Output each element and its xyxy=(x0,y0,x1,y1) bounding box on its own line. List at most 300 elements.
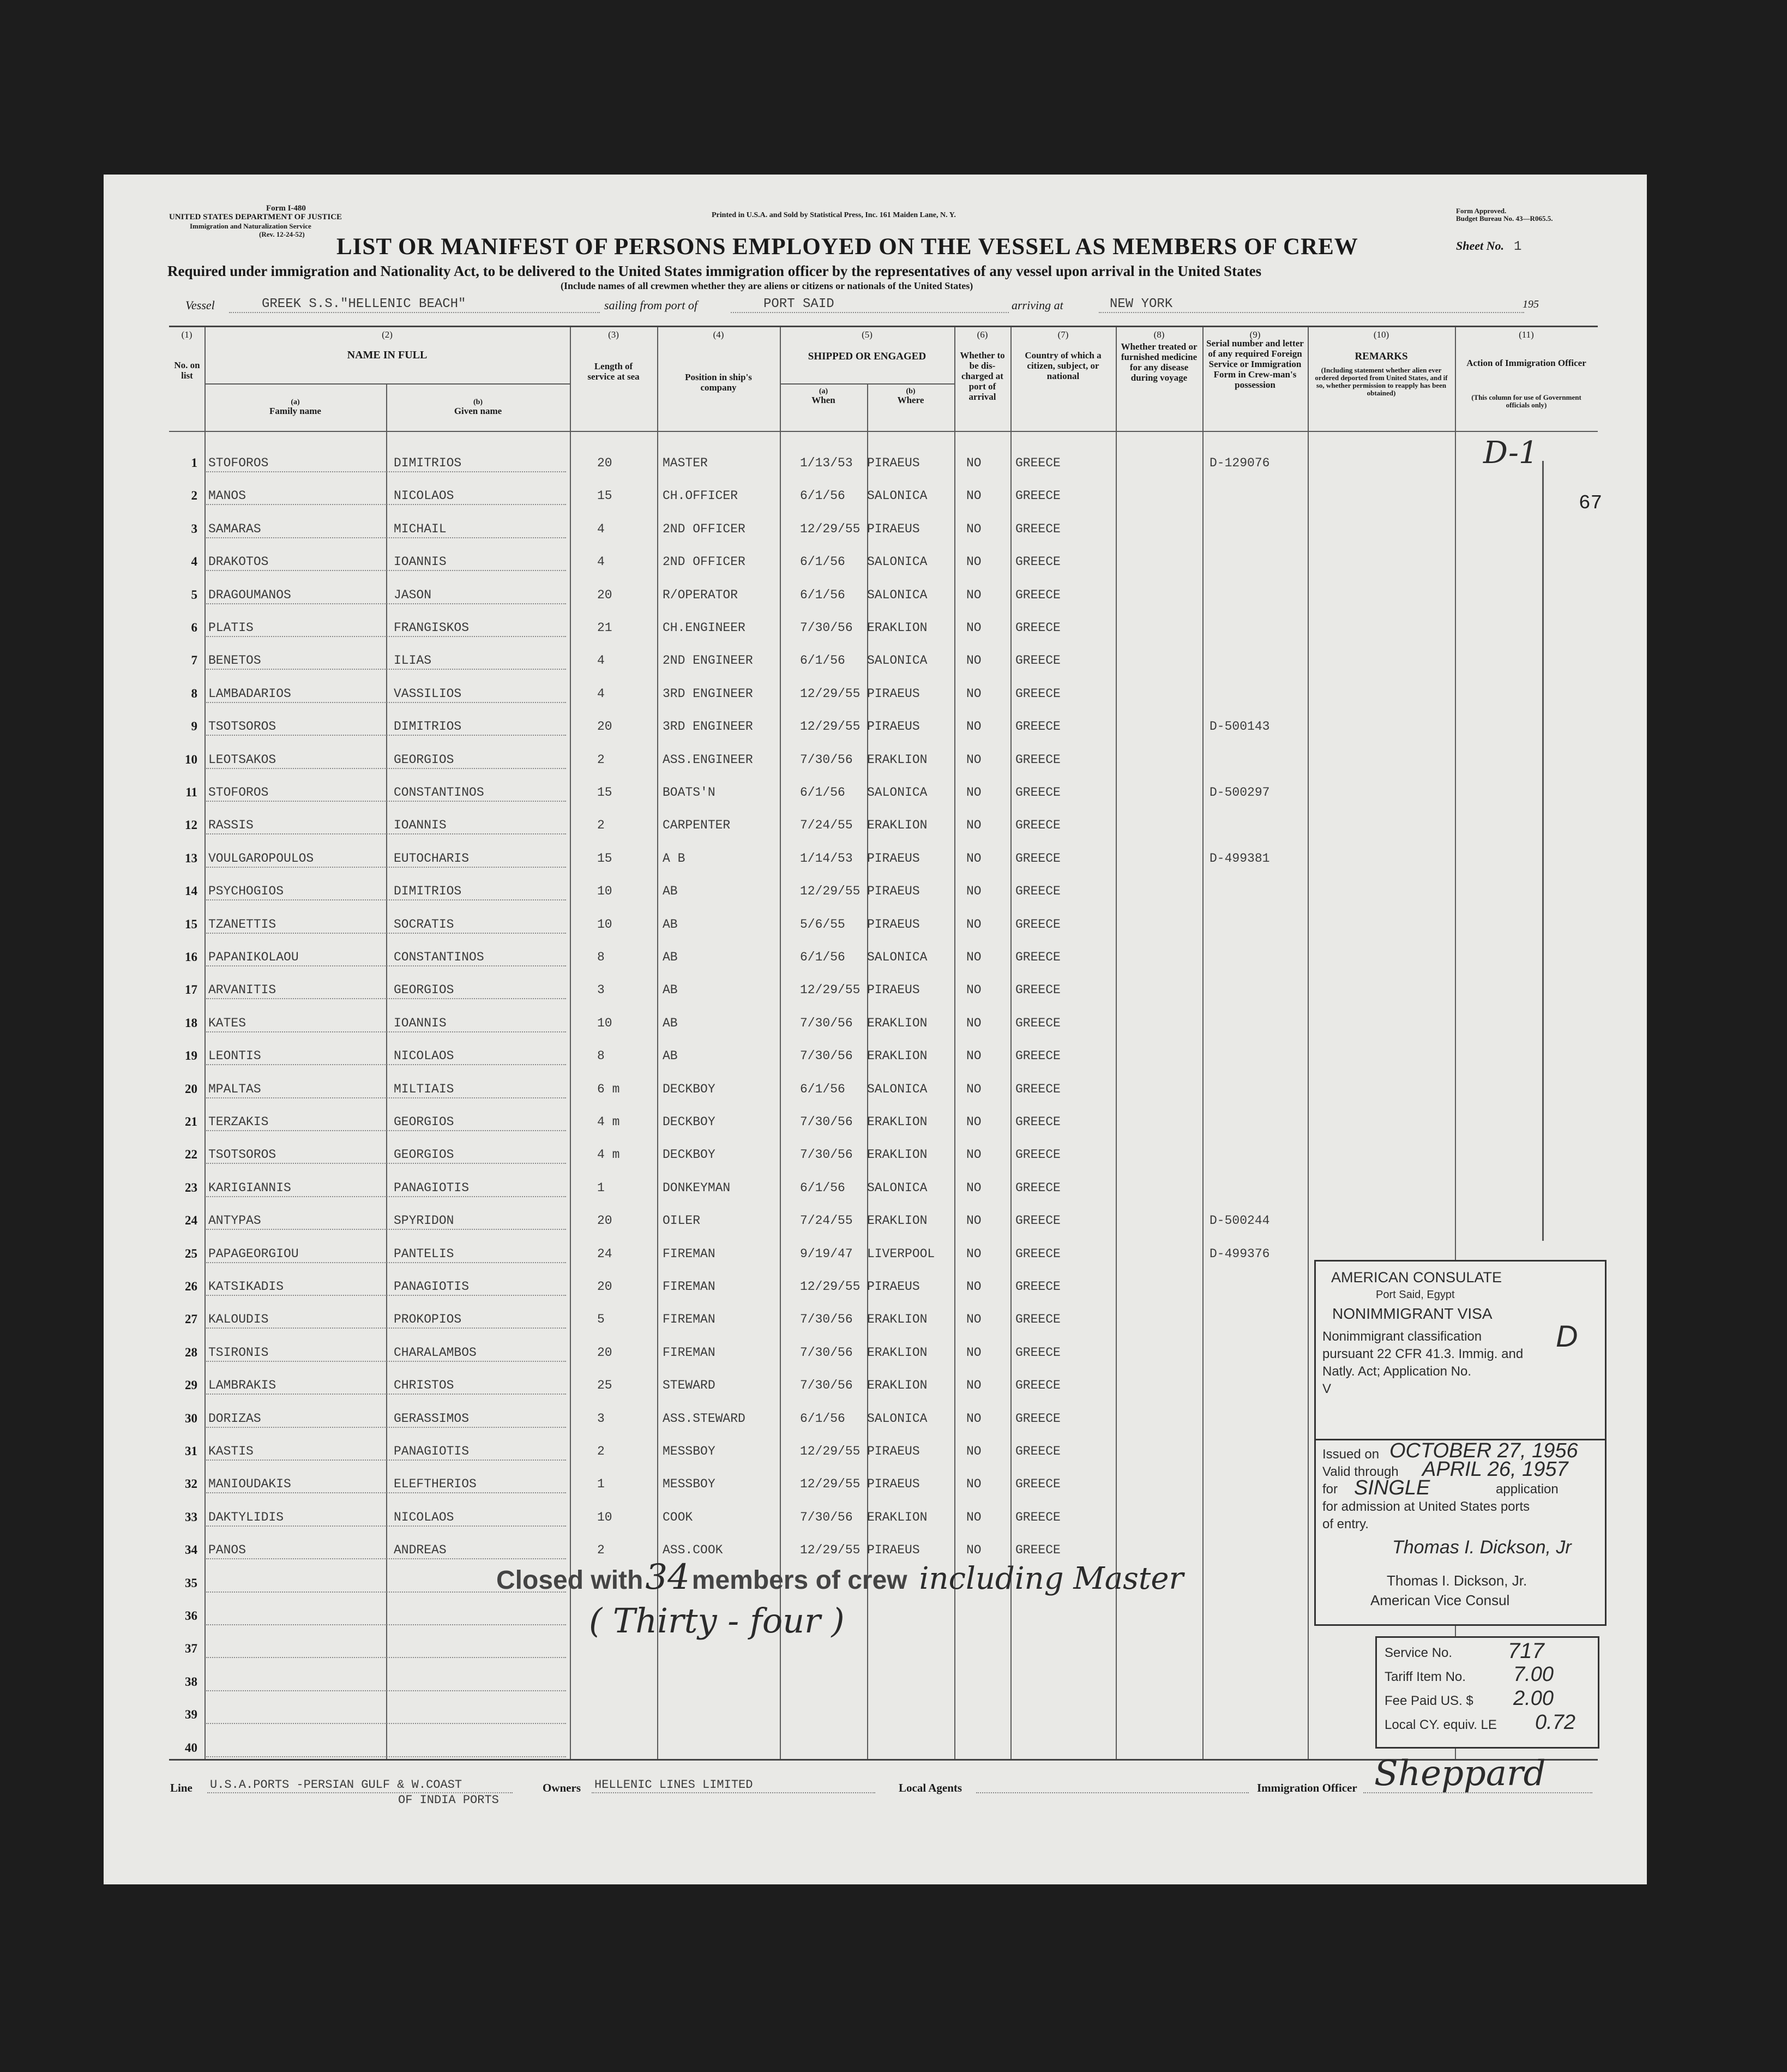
row-dots xyxy=(206,1624,566,1625)
where-cell: LIVERPOOL xyxy=(867,1247,935,1261)
head-name-in-full: NAME IN FULL xyxy=(347,349,428,361)
row-number: 1 xyxy=(191,456,197,470)
when-cell: 12/29/55 xyxy=(800,719,861,734)
head-where-b: (b) xyxy=(906,387,916,395)
given-name-cell: NICOLAOS xyxy=(394,1510,454,1524)
given-name-cell: JASON xyxy=(394,588,432,602)
row-dots xyxy=(206,1492,566,1493)
family-name-cell: LEOTSAKOS xyxy=(208,753,276,767)
row-dots xyxy=(206,1328,566,1329)
given-name-cell: NICOLAOS xyxy=(394,1049,454,1063)
where-cell: ERAKLION xyxy=(867,1148,928,1162)
where-cell: SALONICA xyxy=(867,1412,928,1426)
family-name-cell: KASTIS xyxy=(208,1444,254,1458)
length-cell: 15 xyxy=(597,785,612,800)
position-cell: COOK xyxy=(663,1510,693,1524)
when-cell: 12/29/55 xyxy=(800,1543,861,1557)
family-name-cell: KATES xyxy=(208,1016,246,1030)
country-cell: GREECE xyxy=(1015,653,1061,668)
family-name-cell: MPALTAS xyxy=(208,1082,261,1096)
footer-line-label: Line xyxy=(170,1781,192,1794)
country-cell: GREECE xyxy=(1015,753,1061,767)
row-dots xyxy=(206,603,566,604)
length-cell: 10 xyxy=(597,884,612,898)
row-dots xyxy=(206,965,566,966)
consulate-issued-label: Issued on xyxy=(1322,1447,1380,1462)
family-name-cell: TSIRONIS xyxy=(208,1346,269,1360)
family-name-cell: RASSIS xyxy=(208,818,254,832)
length-cell: 4 m xyxy=(597,1148,620,1162)
discharged-cell: NO xyxy=(966,1214,982,1228)
country-cell: GREECE xyxy=(1015,1016,1061,1030)
discharged-cell: NO xyxy=(966,1444,982,1458)
length-cell: 24 xyxy=(597,1247,612,1261)
country-cell: GREECE xyxy=(1015,1412,1061,1426)
sailing-label: sailing from port of xyxy=(604,298,697,312)
row-number: 25 xyxy=(185,1247,197,1260)
head-serial: Serial number and letter of any required Foreign Service or Immigration Form in Crew-man's possession xyxy=(1206,338,1304,390)
col-sep-7 xyxy=(954,327,955,1759)
where-cell: PIRAEUS xyxy=(867,456,920,470)
row-dots xyxy=(206,1460,566,1461)
discharged-cell: NO xyxy=(966,1247,982,1261)
fee-paid-value: 2.00 xyxy=(1513,1687,1554,1710)
row-number: 30 xyxy=(185,1412,197,1425)
row-number: 33 xyxy=(185,1510,197,1524)
position-cell: 2ND OFFICER xyxy=(663,522,745,536)
family-name-cell: PSYCHOGIOS xyxy=(208,884,284,898)
row-number: 2 xyxy=(191,489,197,502)
where-cell: PIRAEUS xyxy=(867,522,920,536)
serial-cell: D-499381 xyxy=(1210,851,1270,866)
fee-stamp xyxy=(1375,1636,1599,1749)
consulate-line6: Natly. Act; Application No. xyxy=(1322,1364,1472,1379)
discharged-cell: NO xyxy=(966,687,982,701)
row-dots xyxy=(206,669,566,670)
length-cell: 2 xyxy=(597,1444,605,1458)
discharged-cell: NO xyxy=(966,950,982,964)
when-cell: 6/1/56 xyxy=(800,555,845,569)
country-cell: GREECE xyxy=(1015,884,1061,898)
discharged-cell: NO xyxy=(966,1016,982,1030)
discharged-cell: NO xyxy=(966,489,982,503)
subtitle-note: (Include names of all crewmen whether they are aliens or citizens or nationals of the United States) xyxy=(561,280,973,291)
when-cell: 7/30/56 xyxy=(800,753,853,767)
length-cell: 6 m xyxy=(597,1082,620,1096)
country-cell: GREECE xyxy=(1015,1115,1061,1129)
when-cell: 6/1/56 xyxy=(800,1412,845,1426)
discharged-cell: NO xyxy=(966,588,982,602)
when-cell: 7/30/56 xyxy=(800,1148,853,1162)
country-cell: GREECE xyxy=(1015,851,1061,866)
serial-cell: D-500297 xyxy=(1210,785,1270,800)
given-name-cell: PANAGIOTIS xyxy=(394,1444,470,1458)
row-number: 35 xyxy=(185,1576,197,1590)
fee-tariff-label: Tariff Item No. xyxy=(1385,1669,1466,1684)
consulate-valid-value: APRIL 26, 1957 xyxy=(1422,1458,1568,1481)
col-sep-3 xyxy=(570,327,571,1759)
row-dots xyxy=(206,1097,566,1098)
length-cell: 4 xyxy=(597,687,605,701)
row-number: 9 xyxy=(191,719,197,733)
family-name-cell: MANOS xyxy=(208,489,246,503)
where-cell: PIRAEUS xyxy=(867,1444,920,1458)
header-bottom-line xyxy=(169,431,1598,432)
given-name-cell: EUTOCHARIS xyxy=(394,851,470,866)
row-number: 19 xyxy=(185,1049,197,1062)
given-name-cell: CONSTANTINOS xyxy=(394,785,484,800)
country-cell: GREECE xyxy=(1015,719,1061,734)
family-name-cell: TSOTSOROS xyxy=(208,1148,276,1162)
row-dots xyxy=(206,1394,566,1395)
row-number: 7 xyxy=(191,653,197,667)
head-position: Position in ship's company xyxy=(685,372,752,393)
country-cell: GREECE xyxy=(1015,555,1061,569)
where-cell: ERAKLION xyxy=(867,1049,928,1063)
row-number: 20 xyxy=(185,1082,197,1096)
family-name-cell: PLATIS xyxy=(208,621,254,635)
closed-hand-2: ( Thirty - four ) xyxy=(589,1601,845,1641)
where-cell: SALONICA xyxy=(867,489,928,503)
given-name-cell: SPYRIDON xyxy=(394,1214,454,1228)
country-cell: GREECE xyxy=(1015,1444,1061,1458)
length-cell: 1 xyxy=(597,1181,605,1195)
when-cell: 7/30/56 xyxy=(800,1312,853,1326)
where-cell: PIRAEUS xyxy=(867,1543,920,1557)
country-cell: GREECE xyxy=(1015,1477,1061,1491)
head-when-a: (a) xyxy=(819,387,828,395)
action-vertical-line xyxy=(1542,461,1544,1241)
row-number: 26 xyxy=(185,1280,197,1293)
where-cell: ERAKLION xyxy=(867,1510,928,1524)
fee-local-label: Local CY. equiv. LE xyxy=(1385,1717,1497,1732)
consulate-issued-value: OCTOBER 27, 1956 xyxy=(1389,1439,1578,1462)
row-dots xyxy=(206,471,566,472)
given-name-cell: CHARALAMBOS xyxy=(394,1346,477,1360)
when-cell: 12/29/55 xyxy=(800,522,861,536)
position-cell: 2ND ENGINEER xyxy=(663,653,753,668)
arriving-dots xyxy=(1099,312,1524,313)
discharged-cell: NO xyxy=(966,456,982,470)
colnum-8: (8) xyxy=(1153,329,1165,340)
position-cell: MASTER xyxy=(663,456,708,470)
where-cell: SALONICA xyxy=(867,555,928,569)
row-dots xyxy=(206,801,566,802)
colnum-7: (7) xyxy=(1057,329,1069,340)
serial-cell: D-500143 xyxy=(1210,719,1270,734)
consulate-stamp xyxy=(1314,1260,1607,1626)
footer-officer-signature: Sheppard xyxy=(1374,1753,1546,1794)
given-name-cell: ELEFTHERIOS xyxy=(394,1477,477,1491)
when-cell: 1/14/53 xyxy=(800,851,853,866)
position-cell: CH.OFFICER xyxy=(663,489,738,503)
length-cell: 20 xyxy=(597,1214,612,1228)
family-name-cell: MANIOUDAKIS xyxy=(208,1477,291,1491)
consulate-title: American Vice Consul xyxy=(1370,1592,1510,1608)
given-name-cell: GEORGIOS xyxy=(394,1148,454,1162)
row-dots xyxy=(206,1130,566,1131)
row-number: 5 xyxy=(191,588,197,602)
head-country: Country of which a citizen, subject, or national xyxy=(1025,350,1102,381)
row-dots xyxy=(206,702,566,703)
family-name-cell: LAMBRAKIS xyxy=(208,1378,276,1392)
arriving-value: NEW YORK xyxy=(1110,297,1173,311)
where-cell: SALONICA xyxy=(867,653,928,668)
length-cell: 4 xyxy=(597,522,605,536)
position-cell: CARPENTER xyxy=(663,818,731,832)
footer-officer-label: Immigration Officer xyxy=(1257,1781,1357,1794)
length-cell: 8 xyxy=(597,950,605,964)
row-dots xyxy=(206,1526,566,1527)
where-cell: ERAKLION xyxy=(867,818,928,832)
discharged-cell: NO xyxy=(966,1049,982,1063)
length-cell: 2 xyxy=(597,1543,605,1557)
head-family-a: (a) xyxy=(291,398,300,406)
footer-owners-dots xyxy=(592,1792,875,1793)
country-cell: GREECE xyxy=(1015,1510,1061,1524)
row-number: 34 xyxy=(185,1543,197,1557)
when-cell: 6/1/56 xyxy=(800,489,845,503)
col-sep-8 xyxy=(1010,327,1012,1759)
country-cell: GREECE xyxy=(1015,1280,1061,1294)
length-cell: 25 xyxy=(597,1378,612,1392)
discharged-cell: NO xyxy=(966,884,982,898)
position-cell: AB xyxy=(663,1049,678,1063)
family-name-cell: DORIZAS xyxy=(208,1412,261,1426)
discharged-cell: NO xyxy=(966,522,982,536)
country-cell: GREECE xyxy=(1015,785,1061,800)
given-name-cell: PROKOPIOS xyxy=(394,1312,462,1326)
form-approved: Form Approved. xyxy=(1456,207,1507,215)
position-cell: FIREMAN xyxy=(663,1346,715,1360)
position-cell: CH.ENGINEER xyxy=(663,621,745,635)
family-name-cell: PANOS xyxy=(208,1543,246,1557)
head-when: When xyxy=(811,395,835,405)
where-cell: SALONICA xyxy=(867,588,928,602)
discharged-cell: NO xyxy=(966,653,982,668)
discharged-cell: NO xyxy=(966,1477,982,1491)
head-family-name: Family name xyxy=(269,406,321,416)
when-cell: 7/30/56 xyxy=(800,1115,853,1129)
where-cell: ERAKLION xyxy=(867,1016,928,1030)
head-given-b: (b) xyxy=(473,398,483,406)
year: 195 xyxy=(1523,298,1539,310)
head-given-name: Given name xyxy=(454,406,502,416)
position-cell: AB xyxy=(663,917,678,932)
position-cell: MESSBOY xyxy=(663,1444,715,1458)
family-name-cell: TSOTSOROS xyxy=(208,719,276,734)
head-no-on-list: No. on list xyxy=(174,360,200,381)
consulate-line5: pursuant 22 CFR 41.3. Immig. and xyxy=(1322,1347,1524,1361)
fee-service-label: Service No. xyxy=(1385,1645,1453,1660)
vessel-dots xyxy=(229,312,600,313)
consulate-class-hand: D xyxy=(1556,1319,1578,1353)
discharged-cell: NO xyxy=(966,1510,982,1524)
position-cell: 3RD ENGINEER xyxy=(663,719,753,734)
head-length: Length of service at sea xyxy=(587,361,640,382)
where-cell: ERAKLION xyxy=(867,1115,928,1129)
given-name-cell: IOANNIS xyxy=(394,1016,447,1030)
page-title: LIST OR MANIFEST OF PERSONS EMPLOYED ON THE VESSEL AS MEMBERS OF CREW xyxy=(336,234,1358,260)
subtitle: Required under immigration and Nationality Act, to be delivered to the United States immigration officer by the representatives of any vessel upon arrival in the United States xyxy=(167,263,1262,279)
row-number: 23 xyxy=(185,1181,197,1194)
family-name-cell: SAMARAS xyxy=(208,522,261,536)
fee-service-value: 717 xyxy=(1508,1639,1544,1663)
given-name-cell: NICOLAOS xyxy=(394,489,454,503)
serial-cell: D-499376 xyxy=(1210,1247,1270,1261)
head-remarks: REMARKS xyxy=(1355,351,1408,362)
discharged-cell: NO xyxy=(966,719,982,734)
country-cell: GREECE xyxy=(1015,489,1061,503)
when-cell: 9/19/47 xyxy=(800,1247,853,1261)
discharged-cell: NO xyxy=(966,753,982,767)
given-name-cell: PANTELIS xyxy=(394,1247,454,1261)
when-cell: 6/1/56 xyxy=(800,653,845,668)
position-cell: A B xyxy=(663,851,685,866)
consulate-admission-1: for admission at United States ports xyxy=(1322,1499,1530,1514)
length-cell: 15 xyxy=(597,489,612,503)
family-name-cell: STOFOROS xyxy=(208,785,269,800)
row-number: 31 xyxy=(185,1444,197,1458)
row-number: 28 xyxy=(185,1346,197,1359)
discharged-cell: NO xyxy=(966,1148,982,1162)
row-number: 21 xyxy=(185,1115,197,1128)
head-where: Where xyxy=(897,395,924,405)
form-number: Form I-480 xyxy=(266,204,306,213)
row-number: 15 xyxy=(185,917,197,931)
country-cell: GREECE xyxy=(1015,621,1061,635)
discharged-cell: NO xyxy=(966,555,982,569)
where-cell: PIRAEUS xyxy=(867,851,920,866)
country-cell: GREECE xyxy=(1015,456,1061,470)
row-dots xyxy=(206,570,566,571)
where-cell: PIRAEUS xyxy=(867,1477,920,1491)
where-cell: PIRAEUS xyxy=(867,687,920,701)
when-cell: 12/29/55 xyxy=(800,1280,861,1294)
consulate-line7: V xyxy=(1322,1382,1332,1396)
row-number: 29 xyxy=(185,1378,197,1392)
col-sep-5 xyxy=(780,327,781,1759)
row-number: 11 xyxy=(185,785,197,799)
given-name-cell: GEORGIOS xyxy=(394,753,454,767)
colnum-4: (4) xyxy=(713,329,724,340)
closed-hand: including Master xyxy=(919,1561,1184,1596)
where-cell: PIRAEUS xyxy=(867,884,920,898)
row-dots xyxy=(206,833,566,834)
fee-local-value: 0.72 xyxy=(1535,1711,1575,1734)
country-cell: GREECE xyxy=(1015,1214,1061,1228)
given-name-cell: DIMITRIOS xyxy=(394,884,462,898)
position-cell: OILER xyxy=(663,1214,701,1228)
where-cell: SALONICA xyxy=(867,785,928,800)
sheet-label: Sheet No. xyxy=(1456,239,1504,253)
row-dots xyxy=(206,537,566,538)
head-discharged: Whether to be dis-charged at port of arrival xyxy=(960,350,1005,402)
row-dots xyxy=(206,1262,566,1263)
when-cell: 6/1/56 xyxy=(800,588,845,602)
row-dots xyxy=(206,1064,566,1065)
col-sep-9 xyxy=(1116,327,1117,1759)
row-dots xyxy=(206,867,566,868)
consulate-for-value: SINGLE xyxy=(1354,1476,1430,1499)
when-cell: 6/1/56 xyxy=(800,1082,845,1096)
where-cell: ERAKLION xyxy=(867,1214,928,1228)
sailing-value: PORT SAID xyxy=(763,297,834,311)
when-cell: 7/30/56 xyxy=(800,1346,853,1360)
sheet-number-group xyxy=(1456,239,1521,254)
position-cell: AB xyxy=(663,1016,678,1030)
family-name-cell: TZANETTIS xyxy=(208,917,276,932)
country-cell: GREECE xyxy=(1015,522,1061,536)
country-cell: GREECE xyxy=(1015,687,1061,701)
colnum-5: (5) xyxy=(862,329,873,340)
closed-count: 34 xyxy=(645,1557,690,1597)
printed-by: Printed in U.S.A. and Sold by Statistical Press, Inc. 161 Maiden Lane, N. Y. xyxy=(712,211,956,219)
discharged-cell: NO xyxy=(966,1412,982,1426)
length-cell: 10 xyxy=(597,1016,612,1030)
given-name-cell: DIMITRIOS xyxy=(394,456,462,470)
side-number: 67 xyxy=(1579,492,1603,514)
colnum-9: (9) xyxy=(1249,329,1261,340)
budget-bureau: Budget Bureau No. 43—R065.5. xyxy=(1456,214,1553,223)
footer-owners-label: Owners xyxy=(543,1781,581,1794)
given-name-cell: PANAGIOTIS xyxy=(394,1280,470,1294)
position-cell: DONKEYMAN xyxy=(663,1181,731,1195)
row-number: 24 xyxy=(185,1214,197,1227)
country-cell: GREECE xyxy=(1015,983,1061,997)
when-cell: 7/30/56 xyxy=(800,1016,853,1030)
row-number: 22 xyxy=(185,1148,197,1161)
length-cell: 4 xyxy=(597,555,605,569)
family-name-cell: KALOUDIS xyxy=(208,1312,269,1326)
length-cell: 2 xyxy=(597,753,605,767)
closed-stamp xyxy=(496,1557,1183,1597)
row-number: 36 xyxy=(185,1609,197,1623)
family-name-cell: DRAGOUMANOS xyxy=(208,588,291,602)
position-cell: FIREMAN xyxy=(663,1312,715,1326)
country-cell: GREECE xyxy=(1015,1312,1061,1326)
family-name-cell: ARVANITIS xyxy=(208,983,276,997)
sheet-number: 1 xyxy=(1514,239,1522,254)
given-name-cell: SOCRATIS xyxy=(394,917,454,932)
position-cell: 2ND OFFICER xyxy=(663,555,745,569)
family-name-cell: PAPAGEORGIOU xyxy=(208,1247,299,1261)
colnum-2: (2) xyxy=(382,329,393,340)
discharged-cell: NO xyxy=(966,1543,982,1557)
col-sep-1 xyxy=(204,327,206,1759)
discharged-cell: NO xyxy=(966,1312,982,1326)
department: UNITED STATES DEPARTMENT OF JUSTICE xyxy=(169,213,342,221)
footer-line-dots xyxy=(207,1792,513,1793)
row-dots xyxy=(206,1427,566,1428)
row-number: 3 xyxy=(191,522,197,536)
given-name-cell: GERASSIMOS xyxy=(394,1412,470,1426)
length-cell: 10 xyxy=(597,1510,612,1524)
footer-owners-value: HELLENIC LINES LIMITED xyxy=(594,1778,753,1792)
family-name-cell: DAKTYLIDIS xyxy=(208,1510,284,1524)
where-cell: PIRAEUS xyxy=(867,1280,920,1294)
arriving-label: arriving at xyxy=(1012,298,1063,312)
row-number: 16 xyxy=(185,950,197,964)
consulate-valid-label: Valid through xyxy=(1322,1464,1399,1479)
family-name-cell: TERZAKIS xyxy=(208,1115,269,1129)
when-cell: 7/24/55 xyxy=(800,1214,853,1228)
vessel-label: Vessel xyxy=(185,298,215,312)
length-cell: 15 xyxy=(597,851,612,866)
when-cell: 12/29/55 xyxy=(800,1477,861,1491)
colnum-1: (1) xyxy=(181,329,192,340)
when-cell: 7/30/56 xyxy=(800,1378,853,1392)
